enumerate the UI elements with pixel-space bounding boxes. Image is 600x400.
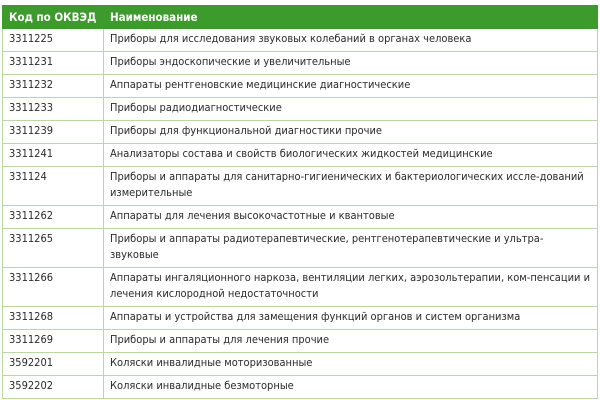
okved-table — [2, 5, 598, 399]
code-cell: 3311225 — [3, 29, 104, 52]
table-row — [3, 376, 598, 399]
name-cell: Приборы для исследования звуковых колебаний в органах человека — [104, 29, 598, 52]
code-cell: 3311268 — [3, 307, 104, 330]
code-cell: 3311239 — [3, 121, 104, 144]
code-cell: 3592202 — [3, 376, 104, 399]
code-cell: 3311233 — [3, 98, 104, 121]
name-cell: Приборы и аппараты для санитарно-гигиенических и бактериологических иссле-дований измерительные — [104, 167, 598, 206]
table-row — [3, 75, 598, 98]
name-cell: Аппараты для лечения высокочастотные и квантовые — [104, 206, 598, 229]
name-cell: Приборы и аппараты радиотерапевтические, рентгенотерапевтические и ультра-звуковые — [104, 229, 598, 268]
name-cell: Аппараты рентгеновские медицинские диагностические — [104, 75, 598, 98]
code-cell: 331124 — [3, 167, 104, 206]
name-cell: Коляски инвалидные моторизованные — [104, 353, 598, 376]
name-cell: Приборы эндоскопические и увеличительные — [104, 52, 598, 75]
code-cell: 3311262 — [3, 206, 104, 229]
table-row — [3, 307, 598, 330]
table-row — [3, 206, 598, 229]
name-cell: Анализаторы состава и свойств биологических жидкостей медицинские — [104, 144, 598, 167]
table-row — [3, 121, 598, 144]
name-cell: Аппараты ингаляционного наркоза, вентиляции легких, аэрозольтерапии, ком-пенсации и лечения кислородной недостаточности — [104, 268, 598, 307]
table-row — [3, 167, 598, 206]
table-row — [3, 353, 598, 376]
table-row — [3, 52, 598, 75]
code-cell: 3311232 — [3, 75, 104, 98]
code-cell: 3311241 — [3, 144, 104, 167]
table-row — [3, 330, 598, 353]
header-row — [3, 6, 598, 29]
table-row — [3, 268, 598, 307]
code-cell: 3592201 — [3, 353, 104, 376]
name-cell: Аппараты и устройства для замещения функций органов и систем организма — [104, 307, 598, 330]
code-cell: 3311231 — [3, 52, 104, 75]
table-row — [3, 229, 598, 268]
header-code: Код по ОКВЭД — [3, 6, 104, 29]
name-cell: Приборы для функциональной диагностики прочие — [104, 121, 598, 144]
header-name: Наименование — [104, 6, 598, 29]
code-cell: 3311269 — [3, 330, 104, 353]
table-row — [3, 144, 598, 167]
code-cell: 3311266 — [3, 268, 104, 307]
name-cell: Коляски инвалидные безмоторные — [104, 376, 598, 399]
name-cell: Приборы и аппараты для лечения прочие — [104, 330, 598, 353]
table-row — [3, 29, 598, 52]
code-cell: 3311265 — [3, 229, 104, 268]
name-cell: Приборы радиодиагностические — [104, 98, 598, 121]
table-row — [3, 98, 598, 121]
